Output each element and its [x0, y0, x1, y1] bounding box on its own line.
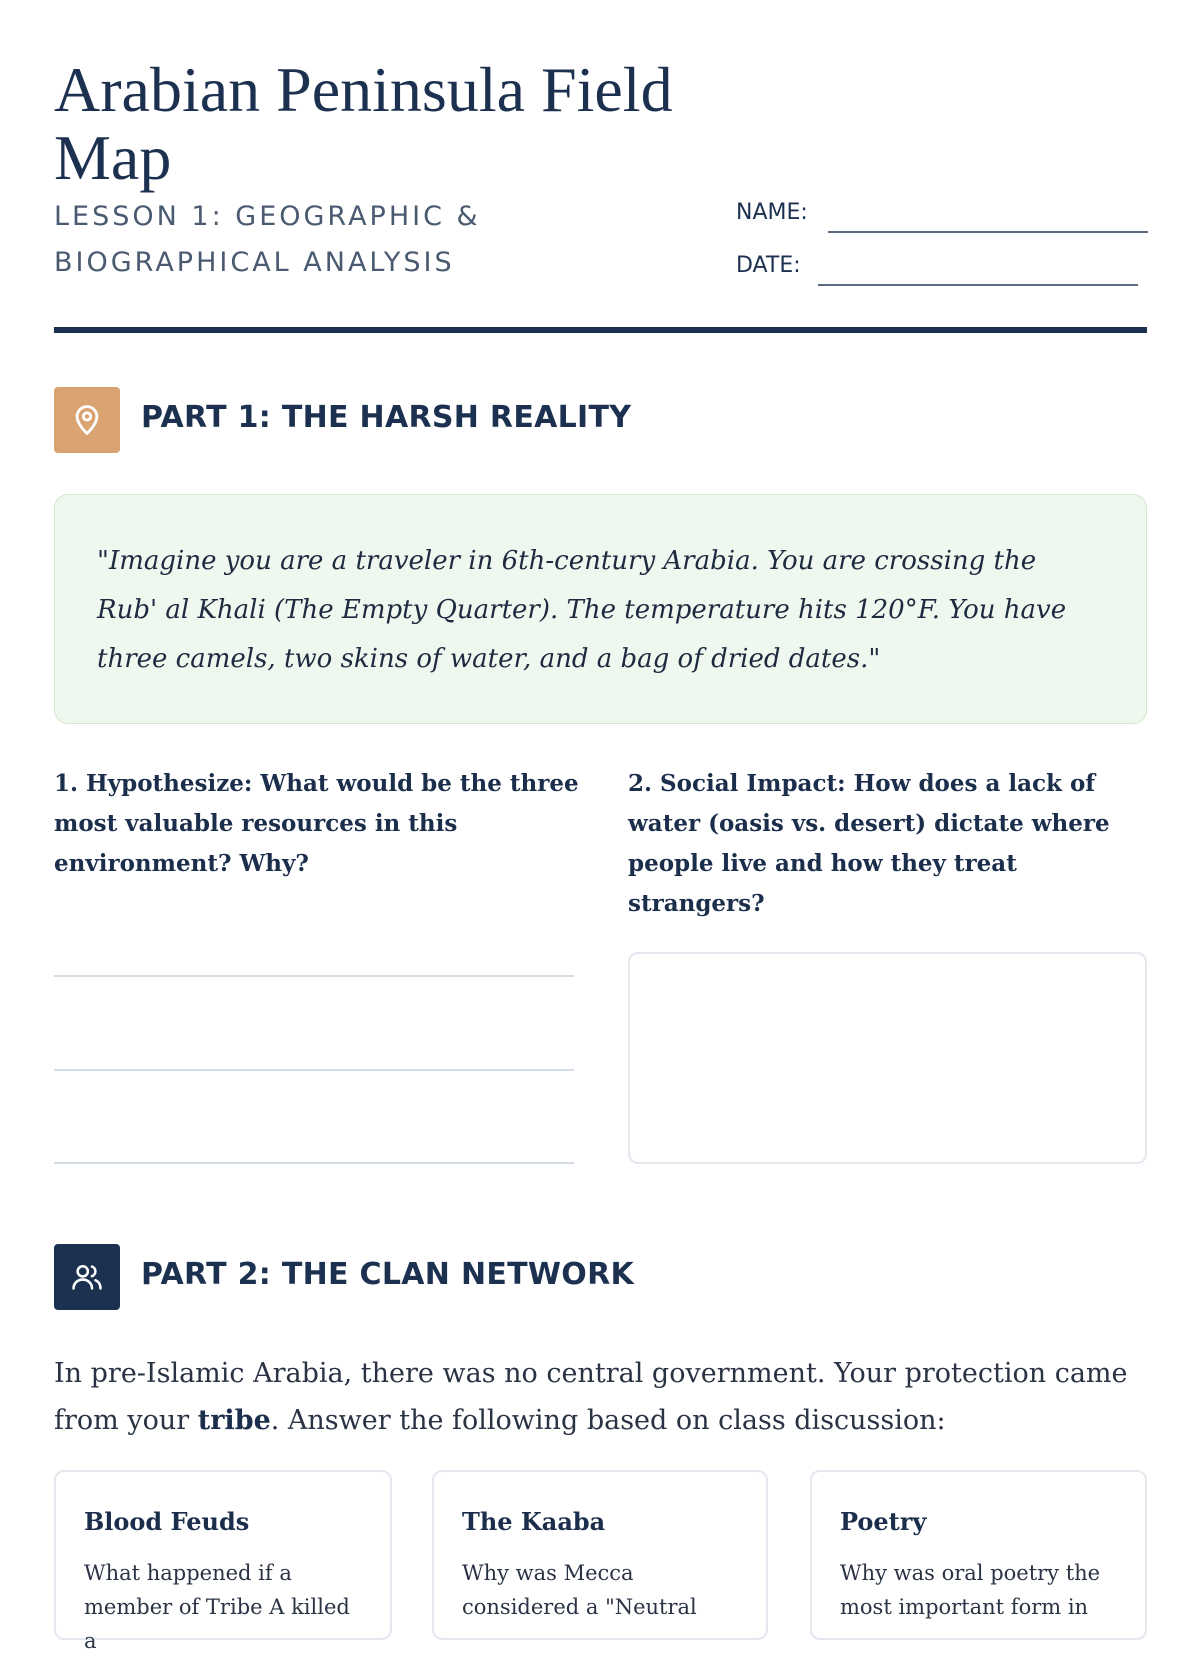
answer-box[interactable] [628, 952, 1147, 1164]
part2-title: PART 2: THE CLAN NETWORK [141, 1257, 635, 1292]
answer-line[interactable] [54, 1069, 574, 1071]
page-title: Arabian Peninsula Field Map [54, 54, 673, 193]
kaaba-card [432, 1470, 768, 1640]
poetry-card [810, 1470, 1147, 1640]
card-title: The Kaaba [462, 1507, 606, 1536]
users-icon [54, 1244, 120, 1310]
scenario-callout: "Imagine you are a traveler in 6th-century Arabia. You are crossing the Rub' al Khali (The Empty Quarter). The temperature hits 120°F. You have three camels, two skins of water, and a bag of dried dates." [54, 494, 1147, 724]
name-label: NAME: [736, 200, 808, 225]
card-question: Why was oral poetry the most important form in [840, 1561, 1101, 1619]
lesson-subtitle: LESSON 1: GEOGRAPHIC & BIOGRAPHICAL ANALYSIS [54, 201, 481, 278]
card-title: Blood Feuds [84, 1507, 250, 1536]
card-question: Why was Mecca considered a "Neutral [462, 1561, 697, 1619]
date-label: DATE: [736, 253, 801, 278]
question-1: 1. Hypothesize: What would be the three most valuable resources in this environment? Why? [54, 770, 579, 877]
card-question: What happened if a member of Tribe A killed a [84, 1561, 350, 1653]
answer-line[interactable] [54, 975, 574, 977]
part1-title: PART 1: THE HARSH REALITY [141, 400, 632, 435]
blood-feuds-card [54, 1470, 392, 1653]
header-divider [54, 327, 1147, 333]
tribe-emphasis: tribe [197, 1405, 271, 1436]
map-pin-icon [54, 387, 120, 453]
question-2: 2. Social Impact: How does a lack of water (oasis vs. desert) dictate where people live and how they treat strangers? [628, 770, 1110, 917]
part2-intro: In pre-Islamic Arabia, there was no central government. Your protection came from your tribe. Answer the following based on class discussion: [54, 1358, 1128, 1436]
card-title: Poetry [840, 1507, 927, 1536]
answer-line[interactable] [54, 1162, 574, 1164]
date-field[interactable] [818, 284, 1138, 286]
name-field[interactable] [828, 231, 1148, 233]
